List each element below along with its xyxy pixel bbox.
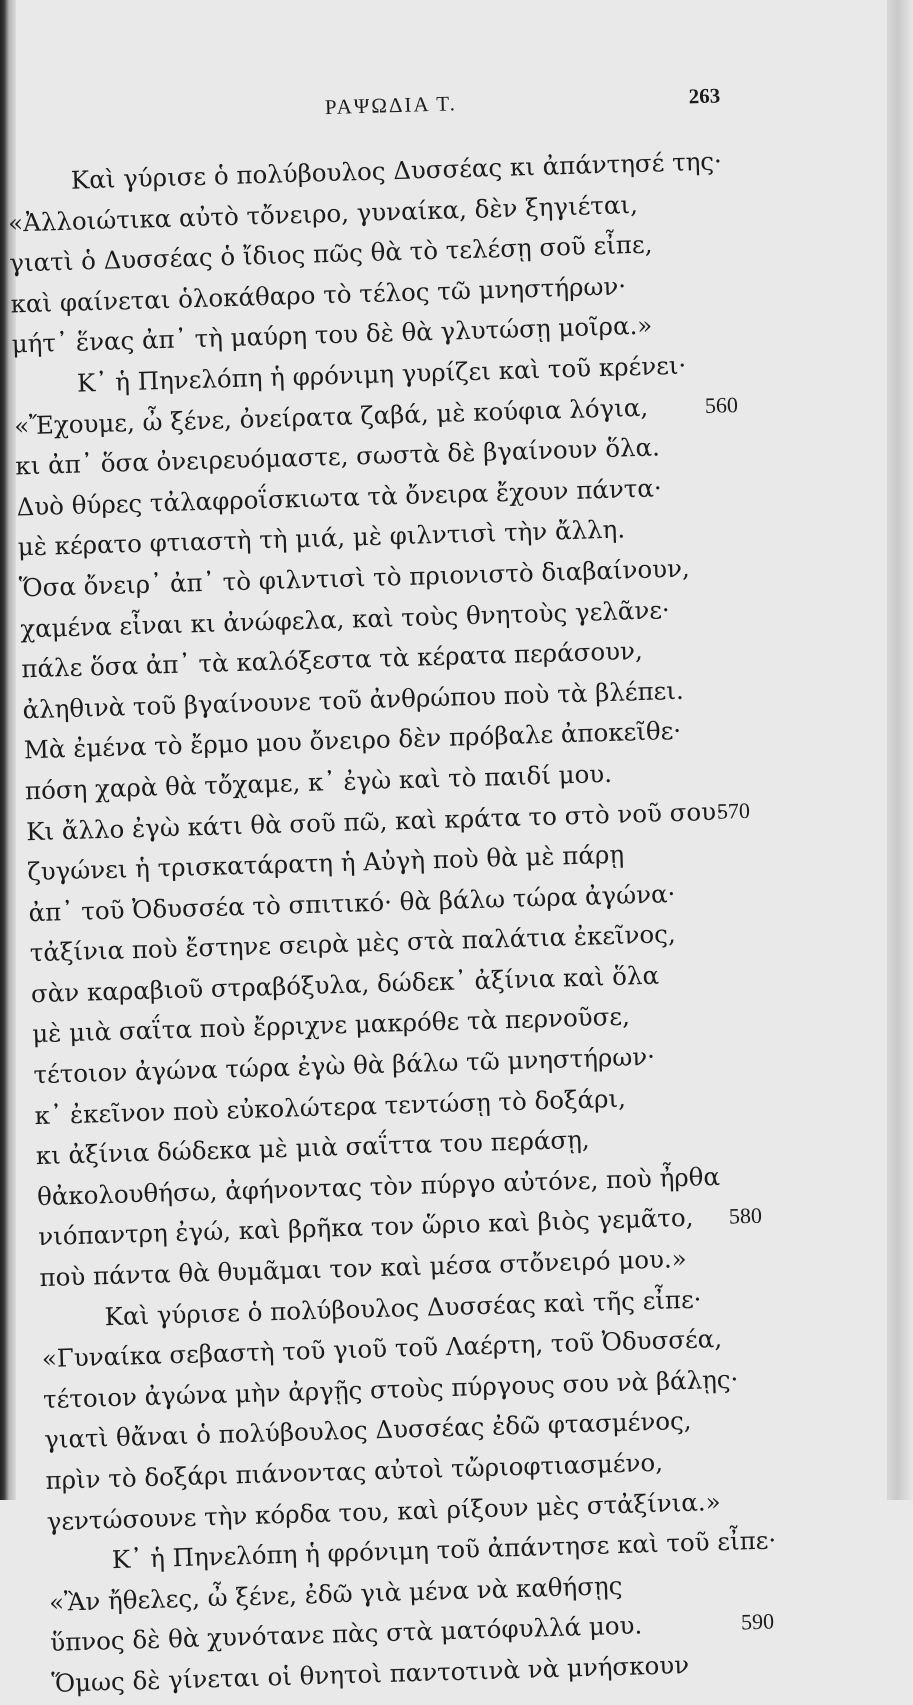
verse-text: Καὶ γύρισε ὁ πολύβουλος Δυσσέας κι ἀπάντησέ της· — [70, 146, 723, 195]
verse-text: Ὅσα ὄνειρ᾽ ἀπ᾽ τὸ φιλντισὶ τὸ πριονιστὸ διαβαίνουν, — [18, 553, 691, 603]
verse-text: τἀξίνια ποὺ ἔστηνε σειρὰ μὲς στὰ παλάτια ἐκεῖνος, — [29, 919, 677, 968]
verse-text: Κ᾽ ἡ Πηνελόπη ἡ φρόνιμη τοῦ ἀπάντησε καὶ τοῦ εἶπε· — [111, 1525, 777, 1575]
verse-text: πόση χαρὰ θὰ τὄχαμε, κ᾽ ἐγὼ καὶ τὸ παιδί μου. — [24, 758, 613, 806]
verse-text: Μὰ ἐμένα τὸ ἔρμο μου ὄνειρο δὲν πρόβαλε ἀποκεῖθε· — [23, 716, 682, 765]
verse-text: κ᾽ ἐκεῖνον ποὺ εὐκολώτερα τεντώσῃ τὸ δοξάρι, — [34, 1083, 627, 1130]
verse-text: καὶ φαίνεται ὁλοκάθαρο τὸ τέλος τῶ μνηστήρων· — [10, 271, 627, 319]
verse-text: ἀπ᾽ τοῦ Ὀδυσσέα τὸ σπιτικό· θὰ βάλω τώρα ἀγώνα· — [28, 878, 676, 927]
line-number: 570 — [716, 797, 751, 824]
verse-text: μὲ μιὰ σαΐτα ποὺ ἔρριχνε μακρόθε τὰ περνοῦσε, — [31, 1001, 631, 1049]
verse-text: ἀληθινὰ τοῦ βγαίνουνε τοῦ ἀνθρώπου ποὺ τὰ βλέπει. — [22, 675, 685, 725]
verse-text: πάλε ὅσα ἀπ᾽ τὰ καλόξεστα τὰ κέρατα περάσουν, — [20, 636, 644, 684]
verse-text: μὲ κέρατο φτιαστὴ τὴ μιά, μὲ φιλντισὶ τὴν ἄλλη. — [17, 514, 626, 562]
verse-text: «Ἀλλοιώτικα αὐτὸ τὄνειρο, γυναίκα, δὲν ξηγιέται, — [7, 189, 639, 238]
line-number: 580 — [728, 1203, 763, 1230]
verse-text: «Ἂν ἤθελες, ὦ ξένε, ἐδῶ γιὰ μένα νὰ καθήσῃς — [48, 1570, 623, 1617]
verse-text: κι ἀξίνια δώδεκα μὲ μιὰ σαΐττα του περάσῃ, — [35, 1124, 591, 1171]
running-head-title: ΡΑΨΩΔΙΑ Τ. — [324, 91, 458, 120]
verse-text: «Γυναίκα σεβαστὴ τοῦ γιοῦ τοῦ Λαέρτη, τοῦ Ὀδυσσέα, — [41, 1324, 723, 1374]
verse-text: κι ἀπ᾽ ὅσα ὀνειρευόμαστε, σωστὰ δὲ βγαίνουν ὅλα. — [14, 432, 661, 481]
page-number: 263 — [688, 83, 721, 109]
line-number: 560 — [704, 391, 739, 418]
verse-text: ζυγώνει ἡ τρισκατάρατη ἡ Αὐγὴ ποὺ θὰ μὲ πάρῃ — [27, 839, 625, 887]
verse-text: Κι ἄλλο ἐγὼ κάτι θὰ σοῦ πῶ, καὶ κράτα το στὸ νοῦ σου· — [25, 796, 725, 846]
verse-text: γεντώσουνε τὴν κόρδα του, καὶ ρίξουν μὲς στἀξίνια.» — [46, 1486, 721, 1536]
verse-text: μήτ᾽ ἕνας ἀπ᾽ τὴ μαύρη του δὲ θὰ γλυτώσῃ μοῖρα.» — [11, 310, 653, 359]
verse-text: Δυὸ θύρες τἀλαφροΐσκιωτα τὰ ὄνειρα ἔχουν πάντα· — [16, 473, 663, 522]
verse-block — [0, 140, 808, 1705]
verse-text: τέτοιον ἀγώνα τώρα ἐγὼ θὰ βάλω τῶ μνηστήρων· — [33, 1041, 656, 1090]
verse-text: τέτοιον ἀγώνα μὴν ἀργῇς στοὺς πύργους σου νὰ βάλῃς· — [42, 1364, 739, 1414]
verse-text: σὰν καραβιοῦ στραβόξυλα, δώδεκ᾽ ἀξίνια καὶ ὅλα — [30, 960, 660, 1009]
verse-text: Ὅμως δὲ γίνεται οἱ θνητοὶ παντοτινὰ νὰ μνήσκουν — [51, 1649, 690, 1698]
verse-text: «Ἔχουμε, ὦ ξένε, ὀνείρατα ζαβά, μὲ κούφια λόγια, — [13, 392, 649, 441]
verse-text: γιατὶ ὁ Δυσσέας ὁ ἴδιος πῶς θὰ τὸ τελέσῃ σοῦ εἶπε, — [8, 229, 653, 278]
verse-text: νιόπαντρη ἐγώ, καὶ βρῆκα τον ὥριο καὶ βιὸς γεμᾶτο, — [37, 1203, 694, 1252]
verse-text: ὕπνος δὲ θὰ χυνότανε πὰς στὰ ματόφυλλά μου. — [49, 1610, 643, 1658]
verse-text: θἀκολουθήσω, ἀφήνοντας τὸν πύργο αὐτόνε, ποὺ ἦρθα — [36, 1161, 721, 1211]
verse-text: πρὶν τὸ δοξάρι πιάνοντας αὐτοὶ τὤριοφτιασμένο, — [45, 1447, 664, 1496]
verse-text: γιατὶ θἄναι ὁ πολύβουλος Δυσσέας ἐδῶ φτασμένος, — [43, 1406, 692, 1455]
line-number: 590 — [740, 1608, 775, 1635]
verse-text: ποὺ πάντα θὰ θυμᾶμαι τον καὶ μέσα στὄνειρό μου.» — [39, 1243, 688, 1293]
verse-text: Κ᾽ ἡ Πηνελόπη ἡ φρόνιμη γυρίζει καὶ τοῦ κρένει· — [76, 350, 687, 398]
verse-text: Καὶ γύρισε ὁ πολύβουλος Δυσσέας καὶ τῆς εἶπε· — [104, 1284, 702, 1331]
verse-text: χαμένα εἶναι κι ἀνώφελα, καὶ τοὺς θνητοὺς γελᾶνε· — [19, 594, 671, 643]
